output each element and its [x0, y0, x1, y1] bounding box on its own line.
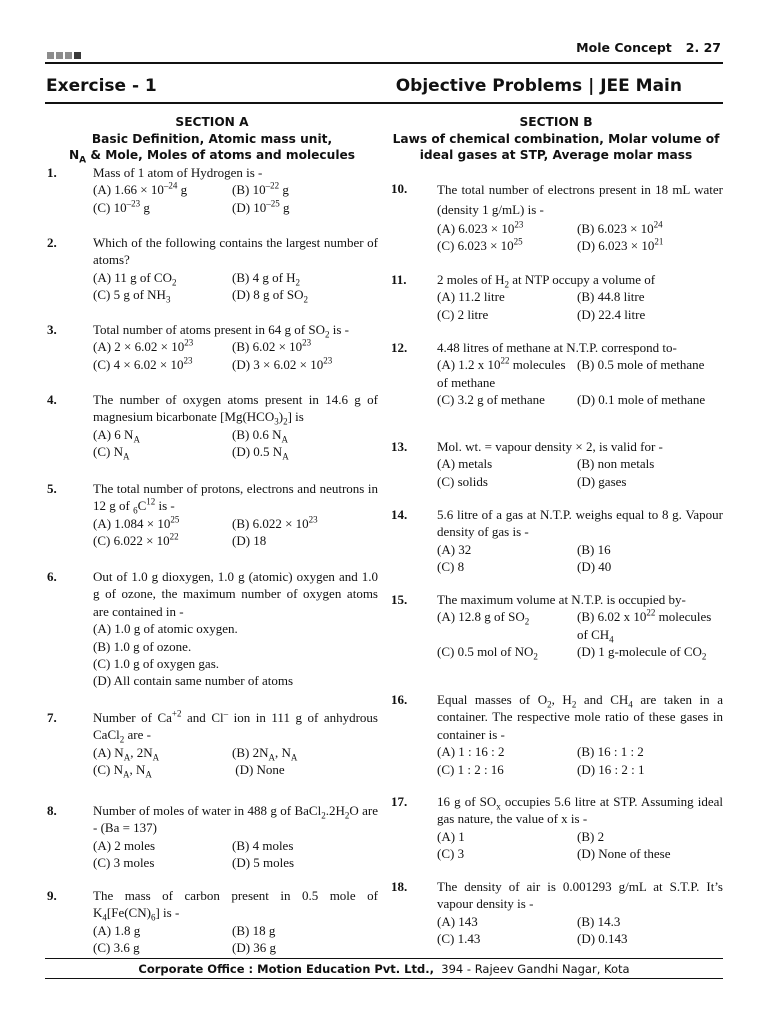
answer-options — [437, 608, 723, 660]
exercise-title: Exercise - 1 — [46, 76, 157, 96]
answer-options — [437, 288, 723, 323]
answer-option-c: (C) 1.43 — [437, 931, 481, 947]
answer-option-d: (D) 0.5 $N_A$ — [232, 444, 289, 462]
objective-title: Objective Problems | JEE Main — [395, 76, 682, 96]
question-stem: Mass of 1 atom of Hydrogen is - — [93, 165, 263, 180]
answer-options — [437, 220, 723, 255]
question-stem: Out of 1.0 g dioxygen, 1.0 g (atomic) oxygen and 1.0 g of ozone, the maximum number of oxygen atoms are contained in - — [93, 569, 378, 619]
question-body — [437, 591, 723, 661]
answer-option-a: (A) 32 — [437, 541, 472, 557]
question-stem: 4.48 litres of methane at N.T.P. correspond to- — [437, 340, 677, 355]
question-number: 6. — [47, 569, 57, 584]
answer-option-c: (C) $6.022 \times 10^{22}$ — [93, 531, 179, 549]
answer-option-a: (A) 1.0 g of atomic oxygen. — [93, 621, 238, 637]
answer-option-a: (A) metals — [437, 456, 493, 472]
answer-option-a: (A) 1 : 16 : 2 — [437, 744, 505, 760]
answer-options — [437, 743, 723, 778]
question-body — [93, 391, 378, 461]
answer-option-b: (B) 44.8 litre — [577, 289, 645, 305]
question-number: 5. — [47, 481, 57, 496]
chapter-title: Mole Concept — [576, 40, 672, 55]
answer-option-b: (B) $6.023 \times 10^{24}$ — [577, 219, 663, 236]
answer-option-b: (B) non metals — [577, 456, 655, 472]
answer-options — [437, 541, 723, 576]
answer-option-c: (C) 5 g of $NH_3$ — [93, 287, 171, 305]
header-squares-decoration — [47, 52, 81, 59]
question-body — [437, 793, 723, 863]
answer-option-a: (A) $2 \times 6.02 \times 10^{23}$ — [93, 338, 194, 355]
answer-option-d: (D) 0.1 mole of methane — [577, 392, 706, 408]
answer-option-b: (B) $10^{-22}$ g — [232, 181, 289, 198]
answer-options — [93, 744, 378, 779]
question-stem: The number of oxygen atoms present in 14.6 g of magnesium bicarbonate $[Mg(HCO_3)_2]$ is — [93, 392, 378, 427]
answer-option-c: (C) 8 — [437, 559, 465, 575]
title-rule — [45, 102, 723, 104]
question-stem: Which of the following contains the largest number of atoms? — [93, 235, 378, 268]
answer-options — [437, 913, 723, 948]
answer-options — [437, 455, 723, 490]
answer-option-d: (D) All contain same number of atoms — [93, 673, 294, 689]
question-body — [437, 691, 723, 778]
header-square-4 — [74, 52, 81, 59]
question-number: 11. — [391, 272, 407, 287]
question-stem: Mol. wt. = vapour density × 2, is valid for - — [437, 439, 663, 454]
answer-option-b: (B) 1.0 g of ozone. — [93, 638, 192, 654]
answer-option-a: (A) 11.2 litre — [437, 289, 505, 305]
question-number: 16. — [391, 692, 408, 707]
section-b-title: SECTION B — [519, 115, 593, 129]
question-number: 14. — [391, 507, 408, 522]
answer-option-c: (C) 3 moles — [93, 855, 155, 871]
answer-option-d: (D) 5 moles — [232, 855, 295, 871]
answer-option-a: (A) $1.66 \times 10^{-24}$ g — [93, 181, 188, 198]
question-stem: The total number of protons, electrons and neutrons in 12 g of $_6C^{12}$ is - — [93, 481, 378, 516]
answer-option-b: (B) 16 : 1 : 2 — [577, 744, 644, 760]
question-stem: The total number of electrons present in 18 mL water (density 1 g/mL) is - — [437, 182, 723, 217]
question-stem: Total number of atoms present in 64 g of $SO_2$ is - — [93, 322, 349, 340]
answer-options — [93, 922, 378, 957]
question-body — [93, 480, 378, 550]
question-body — [437, 878, 723, 948]
answer-option-b: (B) 0.6 $N_A$ — [232, 426, 288, 445]
answer-option-d: (D) gases — [577, 473, 627, 489]
section-b-heading — [388, 114, 724, 164]
answer-options — [93, 426, 378, 461]
question-body — [437, 506, 723, 576]
answer-option-c: (C) 3.6 g — [93, 940, 140, 956]
question-stem: Number of $Ca^{+2}$ and Cl– ion in 111 g of anhydrous CaCl$_2$ are - — [93, 708, 378, 745]
answer-option-a: (A) 143 — [437, 913, 478, 929]
answer-option-a: (A) 12.8 g of $SO_2$ — [437, 609, 530, 627]
question-number: 7. — [47, 710, 57, 725]
answer-option-c: (C) 3.2 g of methane — [437, 392, 545, 408]
question-number: 2. — [47, 235, 57, 250]
page-number: 2. 27 — [685, 40, 721, 55]
answer-option-d: (D) 1 g-molecule of $CO_2$ — [577, 644, 707, 662]
section-a-subtitle-line-1: Basic Definition, Atomic mass unit, — [91, 131, 333, 146]
answer-option-d: (D) 8 g of $SO_2$ — [232, 287, 308, 305]
answer-option-c: (C) $10^{-23}$ g — [93, 198, 150, 215]
answer-option-b: (B) 6.02 x $10^{22}$ molecules of $CH_4$ — [577, 608, 712, 645]
answer-option-b: (B) $2N_A$, $N_A$ — [232, 744, 298, 763]
question-number: 1. — [47, 165, 57, 180]
header-square-2 — [56, 52, 63, 59]
question-number: 9. — [47, 888, 57, 903]
question-body — [437, 180, 723, 255]
question-stem: 2 moles of $H_2$ at NTP occupy a volume of — [437, 272, 656, 290]
question-stem: The maximum volume at N.T.P. is occupied by- — [437, 592, 686, 607]
answer-option-d: (D) 16 : 2 : 1 — [577, 761, 645, 777]
question-body — [93, 568, 378, 690]
answer-option-a: (A) 1 — [437, 828, 465, 844]
footer-rule-top — [45, 958, 723, 959]
question-body — [93, 234, 378, 304]
question-stem: Equal masses of $O_2$, $H_2$ and $CH_4$ are taken in a container. The respective mole ratio of these gases in container is - — [437, 692, 723, 742]
question-body — [437, 339, 723, 409]
question-body — [93, 802, 378, 872]
answer-options — [93, 338, 378, 373]
answer-option-a: (A) $1.084 \times 10^{25}$ — [93, 514, 180, 531]
section-b-subtitle: Laws of chemical combination, Molar volume of ideal gases at STP, Average molar mass — [392, 131, 720, 162]
question-number: 13. — [391, 439, 408, 454]
answer-option-d: (D) None of these — [577, 846, 671, 862]
answer-options — [93, 620, 378, 690]
answer-option-b: (B) 4 moles — [232, 837, 294, 853]
answer-options — [93, 269, 378, 304]
header-square-1 — [47, 52, 54, 59]
answer-option-b: (B) 4 g of $H_2$ — [232, 269, 301, 288]
answer-option-d: (D) 40 — [577, 559, 612, 575]
answer-option-b: (B) 18 g — [232, 922, 276, 938]
answer-option-b: (B) $6.022 \times 10^{23}$ — [232, 514, 318, 531]
answer-option-b: (B) 16 — [577, 541, 611, 557]
question-body — [437, 271, 723, 323]
answer-option-a: (A) $6.023 \times 10^{23}$ — [437, 219, 524, 236]
footer — [0, 962, 768, 976]
answer-option-b: (B) 14.3 — [577, 913, 621, 929]
footer-rule-bottom — [45, 978, 723, 979]
question-number: 10. — [391, 181, 408, 196]
answer-option-c: (C) solids — [437, 473, 488, 489]
footer-office: Corporate Office : Motion Education Pvt. Ltd., — [138, 962, 434, 976]
answer-options — [437, 356, 723, 408]
answer-option-a: (A) 11 g of $CO_2$ — [93, 269, 177, 288]
answer-option-c: (C) $N_A$ — [93, 444, 130, 462]
answer-option-d: (D) 36 g — [232, 940, 277, 956]
question-number: 17. — [391, 794, 408, 809]
section-a-subtitle-line-2: $N_A$ & Mole, Moles of atoms and molecules — [68, 148, 356, 166]
question-body — [93, 709, 378, 779]
answer-option-c: (C) $4 \times 6.02 \times 10^{23}$ — [93, 355, 193, 372]
question-number: 15. — [391, 592, 408, 607]
answer-option-c: (C) 1.0 g of oxygen gas. — [93, 656, 220, 672]
question-body — [93, 321, 378, 373]
answer-option-c: (C) 3 — [437, 846, 465, 862]
answer-option-d: (D) None — [232, 762, 285, 778]
answer-option-c: (C) $6.023 \times 10^{25}$ — [437, 237, 523, 254]
question-stem: 5.6 litre of a gas at N.T.P. weighs equal to 8 g. Vapour density of gas is - — [437, 507, 723, 540]
answer-option-a: (A) 2 moles — [93, 837, 156, 853]
answer-option-c: (C) 2 litre — [437, 306, 489, 322]
question-body — [437, 438, 723, 490]
question-number: 3. — [47, 322, 57, 337]
question-body — [93, 887, 378, 957]
answer-option-c: (C) $N_A$, $N_A$ — [93, 762, 152, 780]
question-body — [93, 164, 378, 216]
running-header — [576, 40, 721, 55]
answer-option-b: (B) 0.5 mole of methane — [577, 357, 705, 373]
answer-option-b: (B) $6.02 \times 10^{23}$ — [232, 338, 312, 355]
answer-options — [93, 515, 378, 550]
answer-options — [93, 837, 378, 872]
answer-option-d: (D) $10^{-25}$ g — [232, 198, 290, 215]
question-stem: The mass of carbon present in 0.5 mole of $K_4[Fe(CN)_6]$ is - — [93, 888, 378, 923]
footer-address: 394 - Rajeev Gandhi Nagar, Kota — [441, 962, 630, 976]
answer-options — [437, 828, 723, 863]
answer-option-d: (D) $3 \times 6.02 \times 10^{23}$ — [232, 355, 333, 372]
answer-option-c: (C) 0.5 mol of $NO_2$ — [437, 644, 538, 662]
answer-option-a: (A) 1.2 x $10^{22}$ molecules of methane — [437, 356, 566, 390]
answer-option-a: (A) 6 $N_A$ — [93, 426, 140, 445]
header-rule — [45, 62, 723, 64]
answer-option-d: (D) $6.023 \times 10^{21}$ — [577, 237, 664, 254]
answer-option-a: (A) 1.8 g — [93, 922, 141, 938]
section-a-title: SECTION A — [175, 115, 249, 129]
question-number: 18. — [391, 879, 408, 894]
answer-option-d: (D) 0.143 — [577, 931, 628, 947]
answer-option-a: (A) $N_A$, $2N_A$ — [93, 744, 160, 763]
question-stem: Number of moles of water in 488 g of $BaCl_2.2H_2O$ are - (Ba = 137) — [93, 803, 378, 836]
question-stem: The density of air is 0.001293 g/mL at S.T.P. It’s vapour density is - — [437, 879, 723, 912]
header-square-3 — [65, 52, 72, 59]
question-number: 12. — [391, 340, 408, 355]
question-number: 4. — [47, 392, 57, 407]
section-a-heading — [46, 114, 378, 164]
answer-option-b: (B) 2 — [577, 828, 605, 844]
answer-option-d: (D) 22.4 litre — [577, 306, 646, 322]
answer-option-d: (D) 18 — [232, 533, 267, 549]
answer-option-c: (C) 1 : 2 : 16 — [437, 761, 504, 777]
answer-options — [93, 181, 378, 216]
question-stem: 16 g of $SO_x$ occupies 5.6 litre at STP. Assuming ideal gas nature, the value of x is - — [437, 794, 723, 827]
question-number: 8. — [47, 803, 57, 818]
